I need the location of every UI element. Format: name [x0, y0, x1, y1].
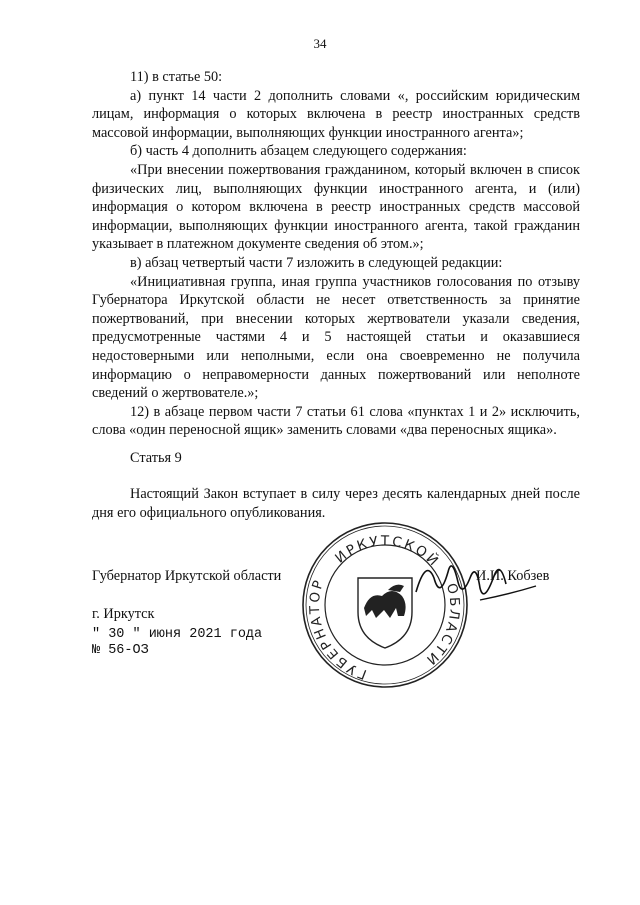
seal-left-text: ГУБЕРНАТОР: [306, 576, 369, 683]
seal-right-text: ОБЛАСТИ: [421, 581, 463, 670]
paragraph: в) абзац четвертый части 7 изложить в следующей редакции:: [130, 254, 503, 271]
coat-of-arms-icon: [358, 578, 412, 648]
paragraph: а) пункт 14 части 2 дополнить словами «, российским юридическим лицам, информация о которых включена в реестр иностранных средств массовой информации, выполняющих функции иностранного агента»;: [92, 87, 580, 141]
paragraph: «При внесении пожертвования гражданином, который включен в список физических лиц, выполняющих функции иностранного агента, и (или) информация о котором включена в реестр иностранных средств массовой информации, выполняющих функции иностранного агента, такой гражданин указывает в платежном документе сведения об этом.»;: [92, 161, 580, 253]
signer-title: Губернатор Иркутской области: [92, 568, 282, 584]
final-clause: Настоящий Закон вступает в силу через десять календарных дней после дня его официального опубликования.: [92, 486, 580, 521]
signer-name: И.И. Кобзев: [476, 568, 550, 584]
paragraph: 12) в абзаце первом части 7 статьи 61 слова «пунктах 1 и 2» исключить, слова «один переносной ящик» заменить словами «два переносных ящика».: [92, 403, 580, 439]
law-number: № 56-ОЗ: [92, 643, 149, 658]
paragraph: «Инициативная группа, иная группа участников голосования по отзыву Губернатора Иркутской области не несет ответственность за принятие пожертвований, при внесении которых жертвователи указали сведения, предусмотренные частями 4 и 5 настоящей статьи и оказавшиеся недостоверными или неполными, если она своевременно не получила информацию о неправомерности данных пожертвований или неполноте сведений о жертвователе.»;: [92, 273, 580, 402]
article-heading: Статья 9: [130, 450, 182, 466]
document-body: [92, 68, 580, 440]
page-number: 34: [313, 36, 327, 51]
place: г. Иркутск: [92, 606, 155, 622]
paragraph: б) часть 4 дополнить абзацем следующего содержания:: [130, 143, 467, 160]
seal-top-text: ИРКУТСКОЙ: [332, 533, 443, 571]
paragraph: 11) в статье 50:: [130, 69, 223, 85]
date-line: " 30 " июня 2021 года: [92, 627, 263, 642]
